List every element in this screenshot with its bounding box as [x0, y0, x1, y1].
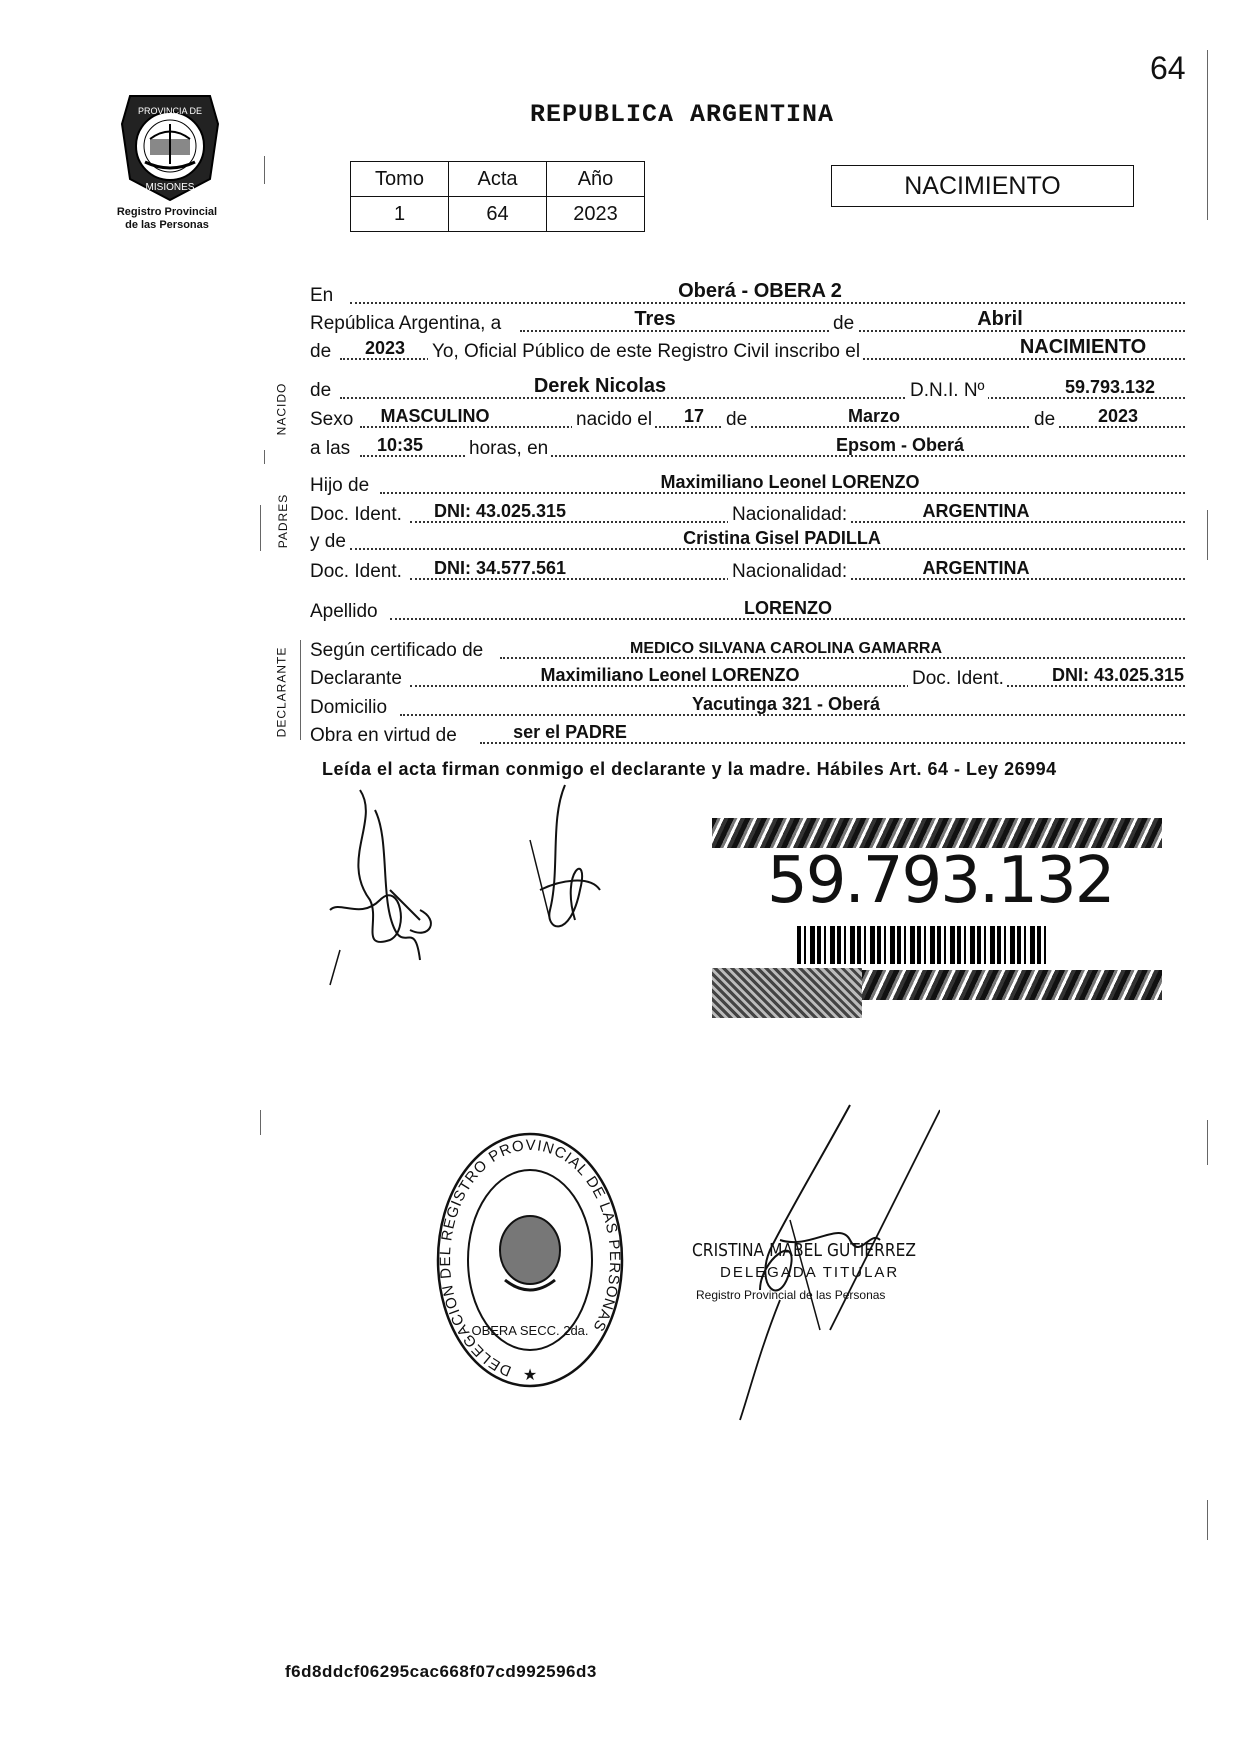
official-name: CRISTINA MABEL GUTIERREZ: [692, 1240, 916, 1261]
value-apellido: LORENZO: [744, 598, 832, 618]
barcode-icon: [797, 926, 1047, 964]
row-lugar: [310, 277, 1185, 307]
registry-value-tomo: 1: [351, 197, 449, 232]
row-domicilio: [310, 689, 1185, 719]
row-obra: [310, 717, 1185, 747]
label-republica: República Argentina, a: [310, 313, 504, 335]
registry-table: [350, 161, 645, 232]
official-org: Registro Provincial de las Personas: [696, 1288, 886, 1302]
row-declarante: [310, 660, 1185, 690]
registry-header-tomo: Tomo: [351, 162, 449, 197]
logo-caption-line2: de las Personas: [125, 219, 209, 231]
row-hora: [310, 430, 1185, 460]
value-obra: ser el PADRE: [513, 722, 627, 742]
registry-header-anio: Año: [547, 162, 645, 197]
value-mes-nac: Marzo: [847, 406, 901, 426]
label-de4: de: [722, 409, 750, 431]
document-hash: f6d8ddcf06295cac668f07cd992596d3: [285, 1662, 597, 1681]
margin-mark: [264, 156, 265, 184]
registry-table-header-row: [351, 162, 645, 197]
label-de5: de: [1030, 409, 1058, 431]
value-dia-texto: Tres: [634, 308, 676, 330]
registry-value-acta: 64: [449, 197, 547, 232]
value-mes-texto: Abril: [977, 308, 1023, 330]
row-nombre: [310, 372, 1185, 402]
page-number: 64: [1150, 50, 1186, 86]
value-nombre: Derek Nicolas: [533, 375, 667, 397]
margin-mark: [1207, 510, 1208, 560]
row-apellido: [310, 593, 1185, 623]
side-label-padres: PADRES: [276, 493, 291, 549]
label-sexo: Sexo: [310, 409, 356, 431]
value-dia-nac: 17: [683, 406, 705, 426]
provincia-de-misiones-crest-icon: [110, 84, 230, 204]
row-fecha: [310, 305, 1185, 335]
label-nacionalidad: Nacionalidad:: [728, 504, 850, 526]
label-horas: horas, en: [465, 438, 551, 460]
label-dni: D.N.I. Nº: [906, 380, 988, 402]
side-label-declarante: DECLARANTE: [274, 646, 289, 738]
label-en: En: [310, 285, 336, 307]
value-hora: 10:35: [376, 435, 424, 455]
value-declarante-doc: DNI: 43.025.315: [1051, 665, 1185, 685]
value-padre: Maximiliano Leonel LORENZO: [660, 472, 920, 492]
logo-caption: [92, 206, 242, 232]
value-padre-doc: DNI: 43.025.315: [433, 501, 567, 521]
value-padre-nac: ARGENTINA: [922, 501, 1030, 521]
mother-signature: [520, 780, 610, 950]
label-domicilio: Domicilio: [310, 697, 390, 719]
side-label-nacido: NACIDO: [274, 382, 289, 436]
label-apellido: Apellido: [310, 601, 381, 623]
value-certificado: MEDICO SILVANA CAROLINA GAMARRA: [630, 640, 942, 657]
value-madre: Cristina Gisel PADILLA: [683, 528, 881, 548]
hologram-icon: [712, 968, 862, 1018]
margin-mark: [264, 450, 265, 464]
row-certificado: [310, 632, 1185, 662]
value-tipo-inscripcion: NACIMIENTO: [1019, 336, 1147, 358]
label-de3: de: [310, 380, 334, 402]
row-madre-doc: [310, 553, 1185, 583]
label-doc: Doc. Ident.: [310, 504, 405, 526]
act-type-box: NACIMIENTO: [831, 165, 1134, 207]
value-madre-doc: DNI: 34.577.561: [433, 558, 567, 578]
dni-stamp-number: 59.793.132: [767, 844, 1114, 918]
reading-note: Leída el acta firman conmigo el declarante y la madre. Hábiles Art. 64 - Ley 26994: [322, 759, 1057, 779]
margin-mark: [260, 1110, 261, 1135]
seal-inner-text: OBERA SECC. 2da.: [471, 1323, 589, 1338]
value-lugar: Oberá - OBERA 2: [678, 280, 842, 302]
label-certificado: Según certificado de: [310, 640, 486, 662]
dni-stamp: [712, 818, 1162, 998]
label-hijo: Hijo de: [310, 475, 372, 497]
label-doc2: Doc. Ident.: [310, 561, 405, 583]
label-de: de: [830, 313, 857, 335]
declarant-signature: [320, 780, 460, 1000]
registry-table-value-row: [351, 197, 645, 232]
value-madre-nac: ARGENTINA: [922, 558, 1030, 578]
official-seal-icon: [435, 1130, 625, 1390]
label-oficial: Yo, Oficial Público de este Registro Civil inscribo el: [428, 341, 863, 363]
value-lugar-nac: Epsom - Oberá: [835, 435, 965, 455]
logo-text-top: PROVINCIA DE: [137, 106, 203, 116]
row-padre-doc: [310, 496, 1185, 526]
label-nacido: nacido el: [572, 409, 655, 431]
value-anio: 2023: [364, 338, 406, 358]
row-inscripcion: [310, 333, 1185, 363]
registry-header-acta: Acta: [449, 162, 547, 197]
value-sexo: MASCULINO: [380, 406, 490, 426]
margin-mark: [1207, 1500, 1208, 1540]
row-sexo: [310, 401, 1185, 431]
label-doc3: Doc. Ident.: [908, 668, 1007, 690]
row-madre: [310, 523, 1185, 553]
seal-ring-text: DELEGACION DEL REGISTRO PROVINCIAL DE LAS PERSONAS: [437, 1136, 624, 1380]
margin-mark: [1207, 1120, 1208, 1165]
value-declarante: Maximiliano Leonel LORENZO: [540, 665, 800, 685]
margin-mark: [260, 505, 261, 551]
label-nacionalidad2: Nacionalidad:: [728, 561, 850, 583]
margin-mark: [1207, 50, 1208, 220]
country-title: REPUBLICA ARGENTINA: [530, 100, 835, 129]
label-declarante: Declarante: [310, 668, 405, 690]
label-obra: Obra en virtud de: [310, 725, 460, 747]
logo-text-bottom: MISIONES: [145, 182, 195, 193]
value-anio-nac: 2023: [1097, 406, 1139, 426]
official-signature: [700, 1100, 940, 1440]
svg-text:★: ★: [522, 1367, 538, 1384]
label-yde: y de: [310, 531, 349, 553]
logo-caption-line1: Registro Provincial: [116, 206, 218, 218]
label-de2: de: [310, 341, 334, 363]
official-role: DELEGADA TITULAR: [720, 1264, 900, 1281]
label-alas: a las: [310, 438, 353, 460]
value-domicilio: Yacutinga 321 - Oberá: [691, 694, 881, 714]
row-padre: [310, 467, 1185, 497]
margin-mark: [300, 640, 301, 740]
value-dni: 59.793.132: [1064, 377, 1156, 397]
registry-value-anio: 2023: [547, 197, 645, 232]
